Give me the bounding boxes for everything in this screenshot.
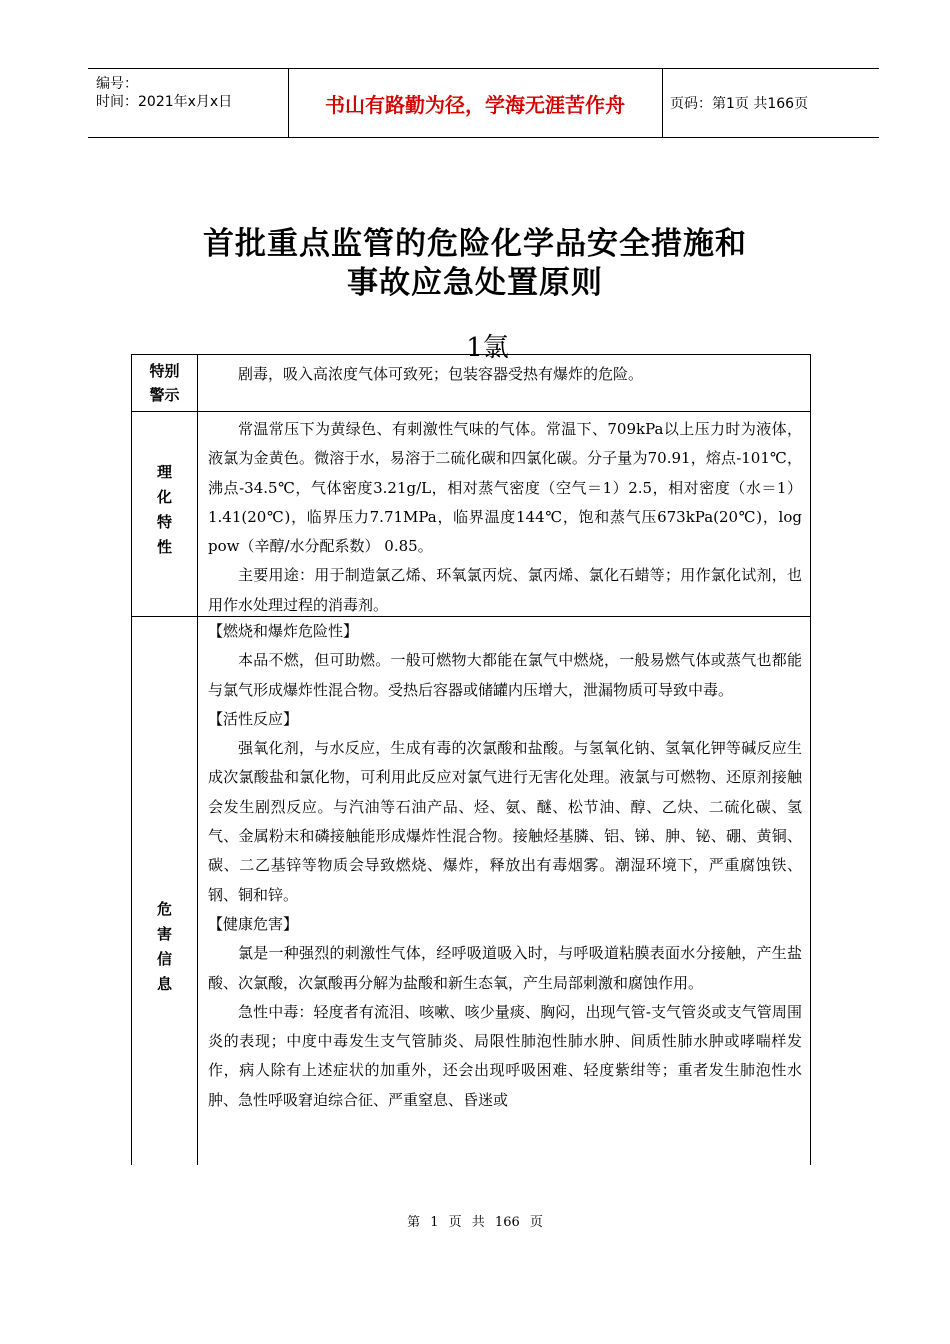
table-row-properties bbox=[131, 412, 811, 617]
date-label: 时间：2021年x月x日 bbox=[96, 94, 233, 110]
warning-text: 剧毒，吸入高浓度气体可致死；包装容器受热有爆炸的危险。 bbox=[238, 365, 644, 383]
row-label-properties: 理化特性 bbox=[132, 412, 198, 616]
hazard-heading-reactivity: 【活性反应】 bbox=[208, 709, 299, 728]
section-title: 1氯 bbox=[466, 333, 509, 363]
hazard-paragraph-reactivity: 强氧化剂，与水反应，生成有毒的次氯酸和盐酸。与氢氧化钠、氢氧化钾等碱反应生成次氯酸盐和氯化物，可利用此反应对氯气进行无害化处理。液氯与可燃物、还原剂接触会发生剧烈反应。与汽油等石油产品、烃、氨、醚、松节油、醇、乙炔、二硫化碳、氢气、金属粉末和磷接触能形成爆炸性混合物。接触烃基膦、铝、锑、胂、铋、硼、黄铜、碳、二乙基锌等物质会导致燃烧、爆炸，释放出有毒烟雾。潮湿环境下，严重腐蚀铁、钢、铜和锌。 bbox=[208, 739, 802, 904]
hazard-heading-health: 【健康危害】 bbox=[208, 914, 299, 933]
hazard-paragraph-combustion: 本品不燃，但可助燃。一般可燃物大都能在氯气中燃烧，一般易燃气体或蒸气也都能与氯气形成爆炸性混合物。受热后容器或储罐内压增大，泄漏物质可导致中毒。 bbox=[208, 651, 802, 699]
warning-content bbox=[198, 355, 810, 411]
document-title-line2: 事故应急处置原则 bbox=[347, 265, 603, 301]
row-label-hazard: 危害信息 bbox=[132, 617, 198, 1165]
table-row-hazard bbox=[131, 617, 811, 1165]
header-page-info: 页码：第1页 共166页 bbox=[670, 96, 809, 112]
document-header bbox=[88, 68, 879, 138]
properties-paragraph-1: 常温常压下为黄绿色、有刺激性气味的气体。常温下、709kPa以上压力时为液体，液氯为金黄色。微溶于水，易溶于二硫化碳和四氯化碳。分子量为70.91，熔点-101℃，沸点-34.5℃，气体密度3.21g/L，相对蒸气密度（空气＝1）2.5，相对密度（水＝1）1.41(20℃)，临界压力7.71MPa，临界温度144℃，饱和蒸气压673kPa(20℃)，log pow（辛醇/水分配系数） 0.85。 bbox=[208, 420, 802, 556]
page-footer: 第 1 页 共 166 页 bbox=[407, 1215, 543, 1230]
warning-label-text: 特别警示 bbox=[149, 362, 180, 404]
document-title-line1: 首批重点监管的危险化学品安全措施和 bbox=[203, 226, 747, 262]
table-row-warning bbox=[131, 355, 811, 412]
chemical-info-table bbox=[131, 354, 811, 1165]
hazard-heading-combustion: 【燃烧和爆炸危险性】 bbox=[208, 622, 359, 640]
properties-content bbox=[198, 412, 810, 616]
hazard-paragraph-acute: 急性中毒：轻度者有流泪、咳嗽、咳少量痰、胸闷，出现气管-支气管炎或支气管周围炎的表现；中度中毒发生支气管肺炎、局限性肺泡性肺水肿、间质性肺水肿或哮喘样发作，病人除有上述症状的加重外，还会出现呼吸困难、轻度紫绀等；重者发生肺泡性水肿、急性呼吸窘迫综合征、严重窒息、昏迷或 bbox=[208, 1002, 802, 1109]
hazard-content bbox=[198, 617, 810, 1165]
row-label-warning bbox=[132, 355, 198, 411]
hazard-paragraph-health: 氯是一种强烈的刺激性气体，经呼吸道吸入时，与呼吸道粘膜表面水分接触，产生盐酸、次氯酸，次氯酸再分解为盐酸和新生态氧，产生局部刺激和腐蚀作用。 bbox=[208, 944, 802, 992]
header-meta bbox=[88, 69, 289, 137]
properties-paragraph-2: 主要用途：用于制造氯乙烯、环氧氯丙烷、氯丙烯、氯化石蜡等；用作氯化试剂，也用作水处理过程的消毒剂。 bbox=[208, 566, 802, 614]
code-label: 编号： bbox=[96, 76, 138, 92]
header-motto: 书山有路勤为径，学海无涯苦作舟 bbox=[288, 69, 663, 137]
